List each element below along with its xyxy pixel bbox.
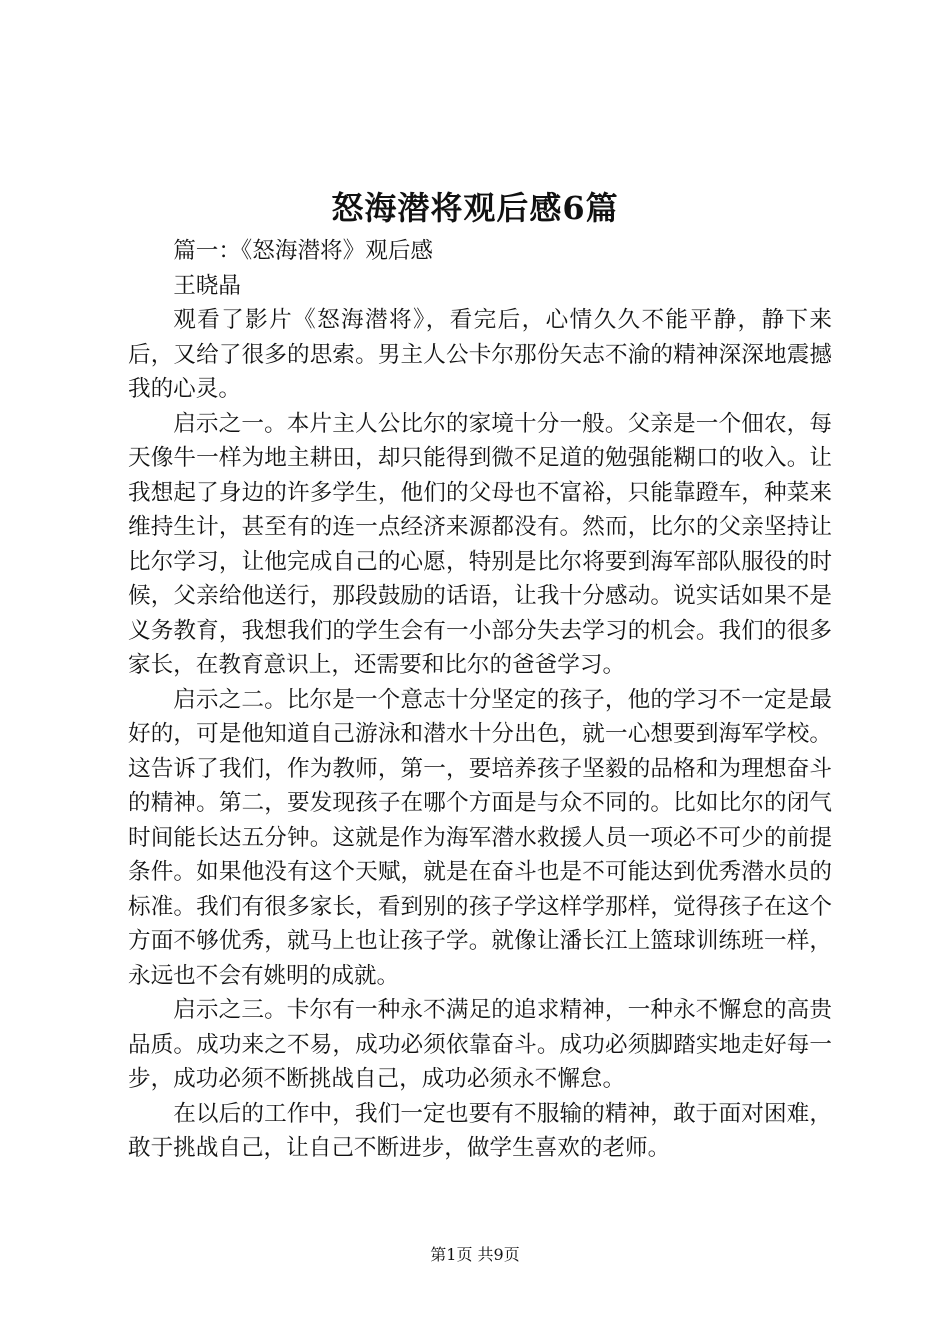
paragraph: 观看了影片《怒海潜将》，看完后，心情久久不能平静，静下来后，又给了很多的思索。男主人公卡尔那份矢志不渝的精神深深地震撼我的心灵。 <box>128 307 832 402</box>
paragraph: 在以后的工作中，我们一定也要有不服输的精神，敢于面对困难，敢于挑战自己，让自己不断进步，做学生喜欢的老师。 <box>128 1100 832 1161</box>
author-name: 王晓晶 <box>173 272 241 299</box>
paragraph: 启示之一。本片主人公比尔的家境十分一般。父亲是一个佃农，每天像牛一样为地主耕田，却只能得到微不足道的勉强能糊口的收入。让我想起了身边的许多学生，他们的父母也不富裕，只能靠蹬车，种菜来维持生计，甚至有的连一点经济来源都没有。然而，比尔的父亲坚持让比尔学习，让他完成自己的心愿，特别是比尔将要到海军部队服役的时候，父亲给他送行，那段鼓励的话语，让我十分感动。说实话如果不是义务教育，我想我们的学生会有一小部分失去学习的机会。我们的很多家长，在教育意识上，还需要和比尔的爸爸学习。 <box>128 410 832 678</box>
paragraph: 启示之二。比尔是一个意志十分坚定的孩子，他的学习不一定是最好的，可是他知道自己游泳和潜水十分出色，就一心想要到海军学校。这告诉了我们，作为教师，第一，要培养孩子坚毅的品格和为理想奋斗的精神。第二，要发现孩子在哪个方面是与众不同的。比如比尔的闭气时间能长达五分钟。这就是作为海军潜水救援人员一项必不可少的前提条件。如果他没有这个天赋，就是在奋斗也是不可能达到优秀潜水员的标准。我们有很多家长，看到别的孩子学这样学那样，觉得孩子在这个方面不够优秀，就马上也让孩子学。就像让潘长江上篮球训练班一样，永远也不会有姚明的成就。 <box>128 686 832 989</box>
section-heading: 篇一：《怒海潜将》观后感 <box>173 238 434 264</box>
document-body <box>128 234 832 1166</box>
document-title: 怒海潜将观后感6篇 <box>331 189 619 227</box>
page-footer: 第1页 共9页 <box>430 1245 520 1264</box>
paragraph: 启示之三。卡尔有一种永不满足的追求精神，一种永不懈怠的高贵品质。成功来之不易，成功必须依靠奋斗。成功必须脚踏实地走好每一步，成功必须不断挑战自己，成功必须永不懈怠。 <box>128 997 832 1092</box>
